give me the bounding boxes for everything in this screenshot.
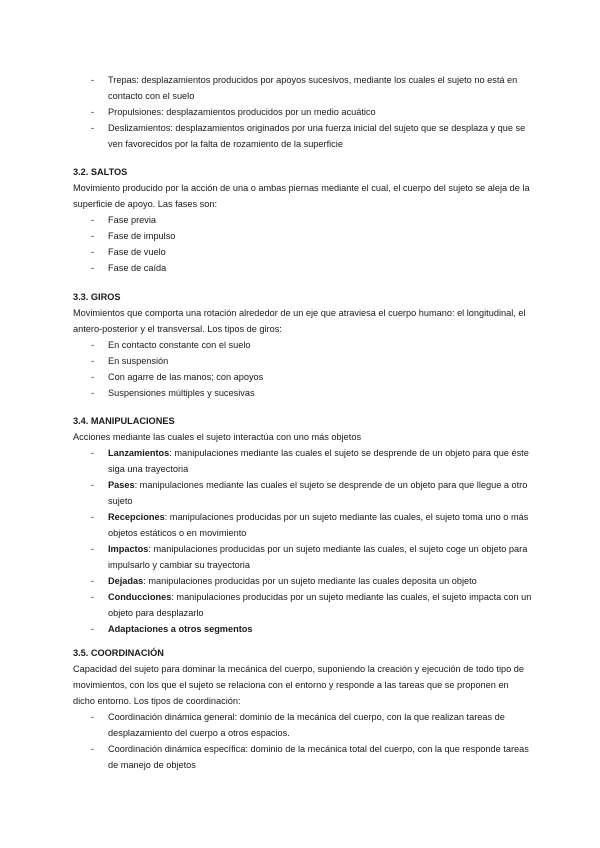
list-item: - En suspensión [73, 353, 533, 369]
item-term: Pases [108, 480, 135, 490]
item-term: Impactos [108, 544, 149, 554]
bullet-dash: - [91, 340, 95, 350]
list-item: - Fase de vuelo [73, 244, 533, 260]
list-item: - Conducciones: manipulaciones producidas por un sujeto mediante las cuales, el sujeto impacta con un objeto para desplazarlo [73, 589, 533, 621]
saltos-list [73, 212, 533, 276]
manipulaciones-list [73, 445, 533, 637]
bullet-dash: - [91, 247, 95, 257]
bullet-dash: - [91, 231, 95, 241]
section-heading: 3.5. COORDINACIÓN [73, 648, 164, 658]
section-heading: 3.2. SALTOS [73, 167, 128, 177]
bullet-dash: - [91, 123, 95, 133]
list-item: - Deslizamientos: desplazamientos originados por una fuerza inicial del sujeto que se desplaza y que se ven favorecidos por la falta de rozamiento de la superficie [73, 120, 533, 152]
bullet-dash: - [91, 448, 95, 458]
list-item: - En contacto constante con el suelo [73, 337, 533, 353]
section-paragraph: Capacidad del sujeto para dominar la mecánica del cuerpo, suponiendo la creación y ejecución de todo tipo de movimientos, con los que el sujeto se relaciona con el entorno y responde a las tareas que se proponen en dicho entorno. Los tipos de coordinación: [73, 664, 524, 706]
list-item: - Trepas: desplazamientos producidos por apoyos sucesivos, mediante los cuales el sujeto no está en contacto con el suelo [73, 72, 533, 104]
section-heading: 3.4. MANIPULACIONES [73, 416, 175, 426]
list-item: - Coordinación dinámica específica: dominio de la mecánica total del cuerpo, con la que responde tareas de manejo de objetos [73, 741, 533, 773]
section-coordinacion [73, 645, 533, 773]
list-item: - Pases: manipulaciones mediante las cuales el sujeto se desprende de un objeto para que llegue a otro sujeto [73, 477, 533, 509]
bullet-dash: - [91, 480, 95, 490]
item-term: Lanzamientos [108, 448, 170, 458]
bullet-dash: - [91, 372, 95, 382]
coordinacion-list [73, 709, 533, 773]
list-item: - Fase de impulso [73, 228, 533, 244]
list-item: - Impactos: manipulaciones producidas por un sujeto mediante las cuales, el sujeto coge un objeto para impulsarlo y cambiar su trayectoria [73, 541, 533, 573]
bullet-dash: - [91, 544, 95, 554]
bullet-dash: - [91, 356, 95, 366]
bullet-dash: - [91, 75, 95, 85]
list-item: - Suspensiones múltiples y sucesivas [73, 385, 533, 401]
section-paragraph: Movimientos que comporta una rotación alrededor de un eje que atraviesa el cuerpo humano: el longitudinal, el antero-posterior y el transversal. Los tipos de giros: [73, 308, 526, 334]
intro-section [73, 72, 533, 152]
list-item: - Dejadas: manipulaciones producidas por un sujeto mediante las cuales deposita un objeto [73, 573, 533, 589]
list-item [73, 621, 533, 637]
list-item: - Propulsiones: desplazamientos producidos por un medio acuático [73, 104, 533, 120]
list-item: - Lanzamientos: manipulaciones mediante las cuales el sujeto se desprende de un objeto para que éste siga una trayectoria [73, 445, 533, 477]
bullet-dash: - [91, 215, 95, 225]
bullet-dash: - [91, 744, 95, 754]
list-item: - Coordinación dinámica general: dominio de la mecánica del cuerpo, con la que realizan tareas de desplazamiento del cuerpo a otros espacios. [73, 709, 533, 741]
bullet-dash: - [91, 576, 95, 586]
list-item: - Fase previa [73, 212, 533, 228]
item-term: Conducciones [108, 592, 172, 602]
list-item: - Con agarre de las manos; con apoyos [73, 369, 533, 385]
bullet-dash: - [91, 512, 95, 522]
bullet-dash: - [91, 712, 95, 722]
section-paragraph: Movimiento producido por la acción de una o ambas piernas mediante el cual, el cuerpo del sujeto se aleja de la superficie de apoyo. Las fases son: [73, 183, 530, 209]
section-manipulaciones [73, 413, 533, 637]
bullet-dash: - [91, 388, 95, 398]
item-term: Recepciones [108, 512, 165, 522]
bullet-dash: - [91, 107, 95, 117]
list-item: - Recepciones: manipulaciones producidas por un sujeto mediante las cuales, el sujeto toma uno o más objetos estáticos o en movimiento [73, 509, 533, 541]
giros-list [73, 337, 533, 401]
bullet-dash: - [91, 624, 95, 634]
section-saltos [73, 164, 533, 276]
bullet-dash: - [91, 592, 95, 602]
item-term: Dejadas [108, 576, 144, 586]
bullet-dash: - [91, 263, 95, 273]
list-item: - Fase de caída [73, 260, 533, 276]
section-heading: 3.3. GIROS [73, 292, 121, 302]
intro-list [73, 72, 533, 152]
section-paragraph: Acciones mediante las cuales el sujeto interactúa con uno más objetos [73, 432, 362, 442]
section-giros [73, 289, 533, 401]
item-term: Adaptaciones a otros segmentos [108, 624, 253, 634]
